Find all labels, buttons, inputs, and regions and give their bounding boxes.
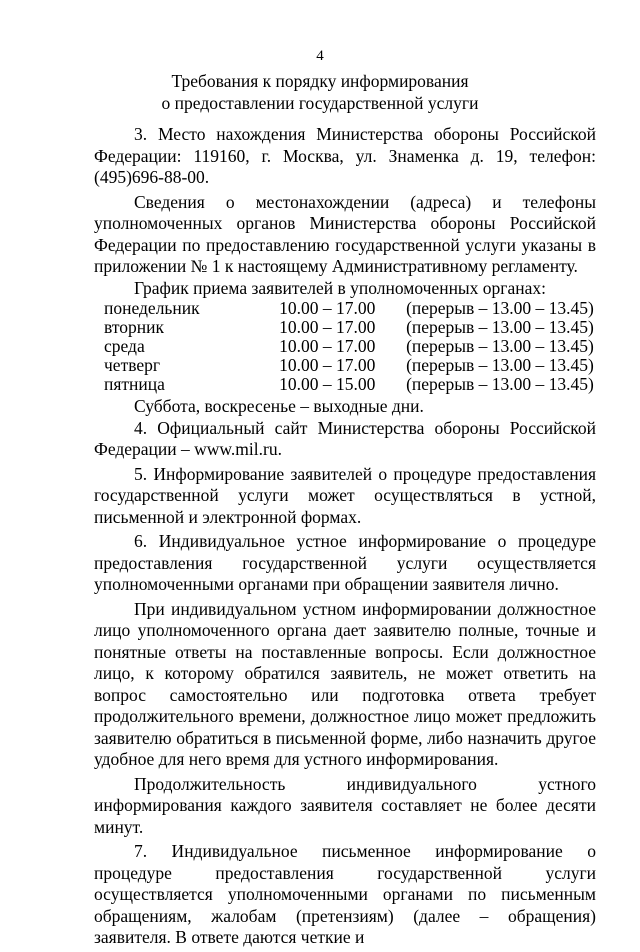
schedule-break: (перерыв – 13.00 – 13.45) — [406, 298, 594, 318]
schedule-heading: График приема заявителей в уполномоченных органах: — [134, 277, 547, 298]
paragraph-7-written-info: 7. Индивидуальное письменное информирование о процедуре предоставления государственной услуги осуществляется уполномоченными органами по письменным обращениям, жалобам (претензиям) (далее – обращения) заявителя. В ответе даются четкие и — [94, 841, 596, 947]
schedule-day: понедельник — [104, 298, 200, 318]
title-line-1: Требования к порядку информирования — [171, 71, 469, 91]
schedule-row — [94, 356, 596, 375]
schedule-break: (перерыв – 13.00 – 13.45) — [406, 336, 594, 356]
weekend-note: Суббота, воскресенье – выходные дни. — [134, 396, 424, 416]
schedule-hours: 10.00 – 17.00 — [279, 336, 376, 356]
schedule-hours: 10.00 – 17.00 — [279, 317, 376, 337]
paragraph-oral-procedure: При индивидуальном устном информировании должностное лицо уполномоченного органа дает заявителю полные, точные и понятные ответы на поставленные вопросы. Если должностное лицо, к которому обратился заявитель, не может ответить на вопрос самостоятельно или подготовка ответа требует продолжительного времени, должностное лицо может предложить заявителю обратиться в письменной форме, либо назначить другое удобное для него время для устного информирования. — [94, 598, 596, 769]
schedule-row — [94, 337, 596, 356]
schedule-break: (перерыв – 13.00 – 13.45) — [406, 374, 594, 394]
paragraph-4-website: 4. Официальный сайт Министерства обороны Российской Федерации – www.mil.ru. — [94, 417, 596, 459]
document-body — [94, 124, 596, 952]
paragraph-3-location: 3. Место нахождения Министерства обороны Российской Федерации: 119160, г. Москва, ул. Знаменка д. 19, телефон: (495)696-88-00. — [94, 124, 596, 187]
schedule-hours: 10.00 – 15.00 — [279, 374, 376, 394]
document-title — [0, 70, 640, 114]
schedule-row — [94, 318, 596, 337]
page-number: 4 — [316, 48, 324, 64]
schedule-row — [94, 299, 596, 318]
schedule-break: (перерыв – 13.00 – 13.45) — [406, 317, 594, 337]
paragraph-5-info-forms: 5. Информирование заявителей о процедуре предоставления государственной услуги может осуществляться в устной, письменной и электронной формах. — [94, 463, 596, 527]
schedule-hours: 10.00 – 17.00 — [279, 298, 376, 318]
schedule-day: вторник — [104, 317, 164, 337]
schedule-day: среда — [104, 336, 145, 356]
schedule-table — [94, 299, 596, 394]
schedule-row — [94, 375, 596, 394]
paragraph-6-oral-info: 6. Индивидуальное устное информирование о процедуре предоставления государственной услуги осуществляется уполномоченными органами при обращении заявителя лично. — [94, 531, 596, 594]
schedule-hours: 10.00 – 17.00 — [279, 355, 376, 375]
paragraph-duration: Продолжительность индивидуального устного информирования каждого заявителя составляет не более десяти минут. — [94, 773, 596, 837]
schedule-day: четверг — [104, 355, 161, 375]
schedule-day: пятница — [104, 374, 165, 394]
schedule-break: (перерыв – 13.00 – 13.45) — [406, 355, 594, 375]
title-line-2: о предоставлении государственной услуги — [161, 93, 479, 113]
paragraph-info-offices: Сведения о местонахождении (адреса) и телефоны уполномоченных органов Министерства обороны Российской Федерации по предоставлению государственной услуги указаны в приложении № 1 к настоящему Административному регламенту. — [94, 191, 596, 276]
